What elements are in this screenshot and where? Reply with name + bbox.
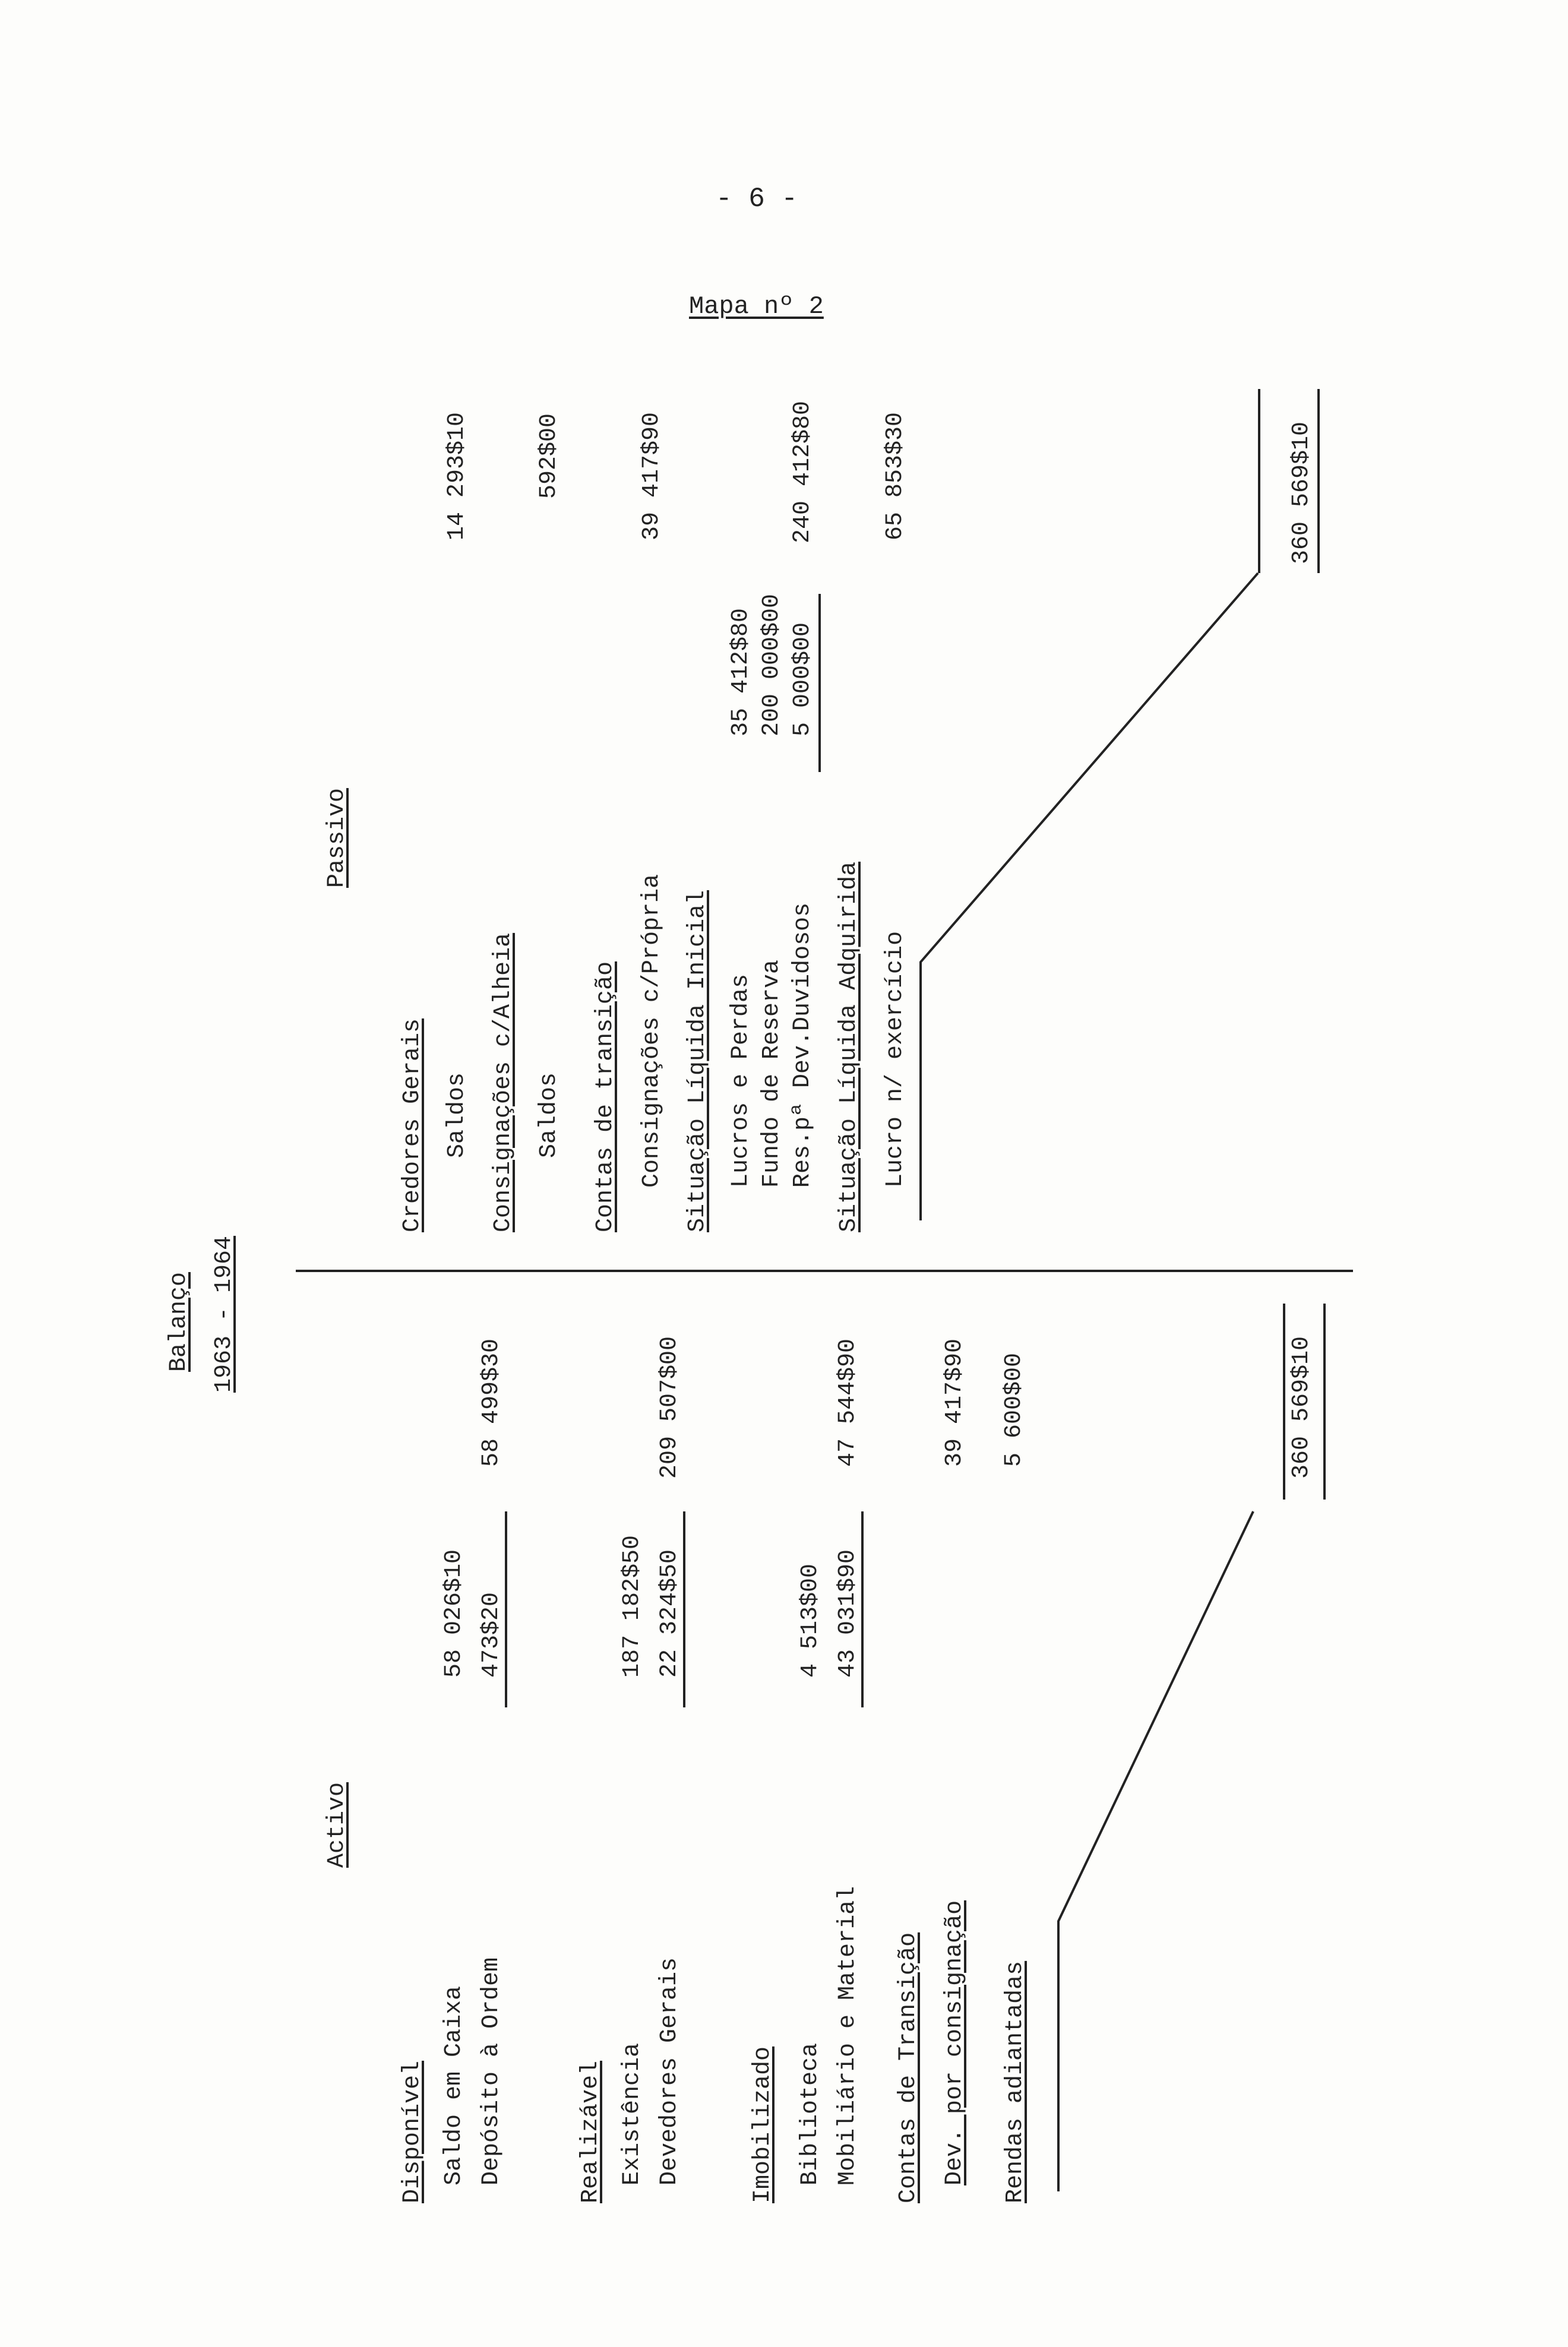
situacao-inicial-total: 240 412$80 (789, 400, 816, 543)
rendas-adiantadas-total: 5 600$00 (1001, 1352, 1028, 1467)
credores-saldos-label: Saldos (444, 1072, 470, 1158)
passivo-grand-total-rule (1258, 389, 1260, 573)
page-number: - 6 - (716, 184, 798, 214)
situacao-adquirida-total: 65 853$30 (882, 412, 909, 540)
rendas-adiantadas-label: Rendas adiantadas (1002, 1960, 1029, 2203)
imobilizado-subtotal-rule (861, 1511, 864, 1707)
disponivel-total: 58 499$30 (478, 1338, 505, 1467)
credores-gerais-label: Credores Gerais (399, 1018, 426, 1232)
saldo-caixa-label: Saldo em Caixa (441, 1985, 467, 2185)
deposito-ordem-label: Depósito à Ordem (478, 1957, 505, 2185)
fundo-reserva-label: Fundo de Reserva (758, 959, 785, 1188)
situacao-inicial-label: Situação Líquida Inicial (684, 890, 711, 1232)
saldo-caixa-value: 58 026$10 (441, 1549, 467, 1678)
activo-heading: Activo (324, 1782, 350, 1868)
lucros-perdas-value: 35 412$80 (728, 608, 754, 736)
activo-closing-line (1058, 1511, 1253, 2191)
mobiliario-value: 43 031$90 (834, 1549, 861, 1678)
existencia-label: Existência (619, 2042, 646, 2185)
realizavel-subtotal-rule (683, 1511, 685, 1707)
situacao-adquirida-label: Situação Líquida Adquirida (836, 861, 862, 1232)
contas-transicao-total: 39 417$90 (941, 1338, 968, 1467)
situacao-inicial-subtotal-rule (818, 594, 821, 772)
devedores-gerais-value: 22 324$50 (656, 1549, 683, 1678)
reserva-duvidosos-value: 5 000$00 (789, 622, 816, 736)
passivo-closing-line (921, 573, 1258, 1220)
reserva-duvidosos-label: Res.pª Dev.Duvidosos (789, 902, 816, 1188)
disponivel-label: Disponível (399, 2060, 426, 2203)
consignacoes-total: 592$00 (536, 413, 562, 499)
credores-total: 14 293$10 (444, 412, 470, 540)
lucro-exercicio-label: Lucro n/ exercício (882, 931, 909, 1188)
consignacoes-propria-label: Consignações c/Própria (638, 874, 665, 1188)
fundo-reserva-value: 200 000$00 (758, 593, 785, 736)
deposito-ordem-value: 473$20 (478, 1592, 505, 1678)
biblioteca-label: Biblioteca (797, 2042, 824, 2185)
activo-grand-total-rule-2 (1323, 1304, 1326, 1500)
center-divider (296, 1270, 1353, 1272)
passivo-heading: Passivo (324, 787, 350, 888)
activo-grand-total: 360 569$10 (1288, 1336, 1315, 1479)
contas-transicao-passivo-total: 39 417$90 (638, 412, 665, 540)
lucros-perdas-label: Lucros e Perdas (728, 973, 754, 1188)
realizavel-label: Realizável (577, 2060, 604, 2203)
title-years: 1963 - 1964 (211, 1235, 238, 1393)
title-balanco: Balanço (166, 1271, 192, 1372)
map-label: Mapa nº 2 (689, 292, 824, 321)
imobilizado-label: Imobilizado (750, 2046, 776, 2203)
realizavel-total: 209 507$00 (656, 1336, 683, 1479)
disponivel-subtotal-rule (505, 1511, 507, 1707)
existencia-value: 187 182$50 (619, 1535, 646, 1678)
dev-consignacao-label: Dev. por consignação (941, 1900, 968, 2185)
passivo-grand-total-rule-2 (1317, 389, 1320, 573)
consignacoes-saldos-label: Saldos (536, 1072, 562, 1158)
contas-transicao-label: Contas de Transição (895, 1932, 922, 2203)
passivo-grand-total: 360 569$10 (1288, 421, 1315, 564)
mobiliario-label: Mobiliário e Material (834, 1886, 861, 2185)
consignacoes-alheia-label: Consignações c/Alheia (490, 932, 517, 1232)
imobilizado-total: 47 544$90 (834, 1338, 861, 1467)
contas-transicao-passivo-label: Contas de transição (592, 961, 619, 1232)
activo-grand-total-rule (1283, 1304, 1285, 1500)
devedores-gerais-label: Devedores Gerais (656, 1957, 683, 2185)
biblioteca-value: 4 513$00 (797, 1563, 824, 1678)
